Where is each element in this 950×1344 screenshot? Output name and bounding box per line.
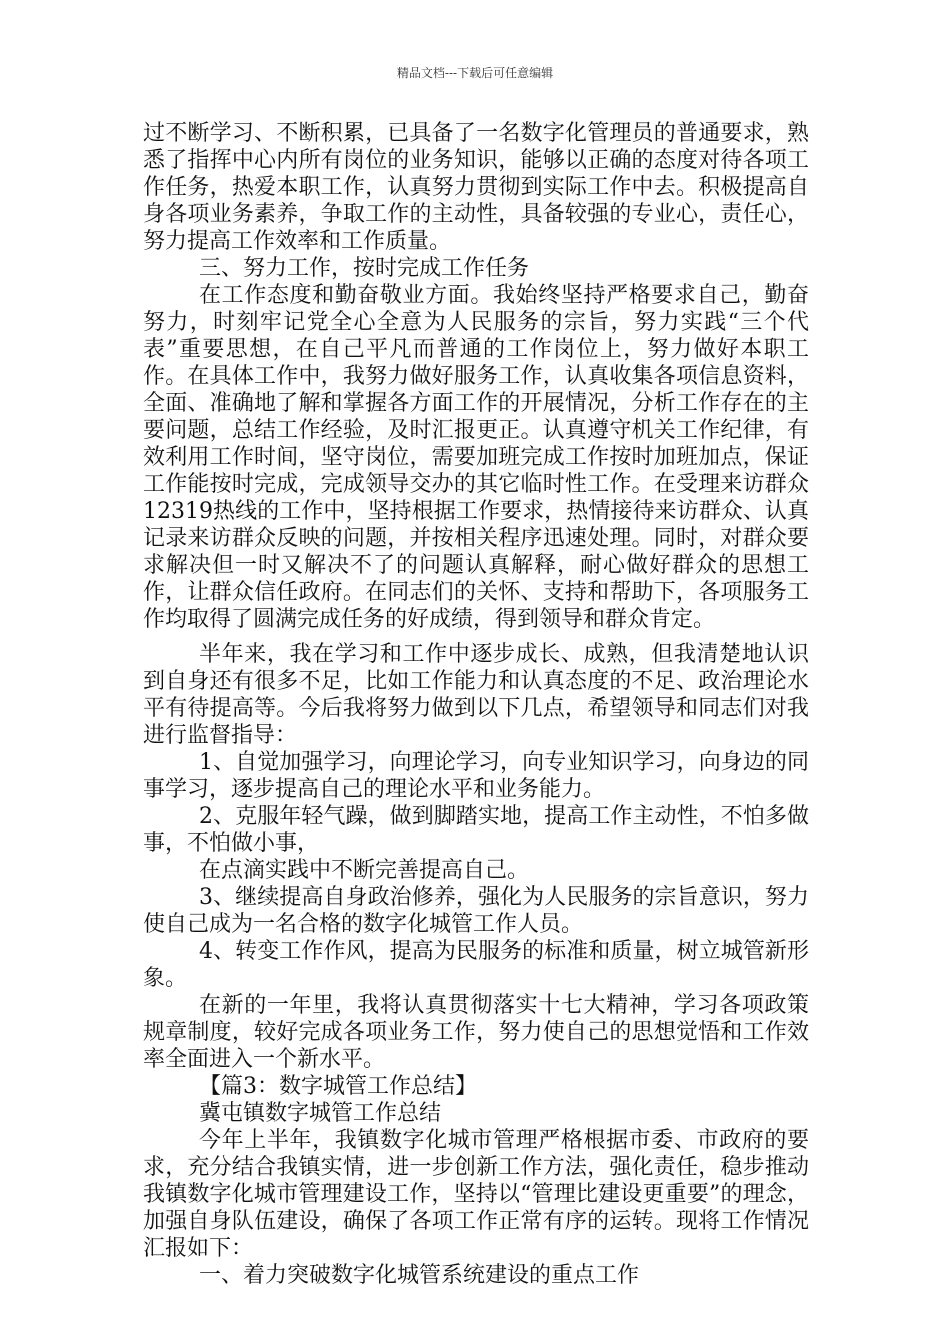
list-item: 1、自觉加强学习，向理论学习，向专业知识学习，向身边的同事学习，逐步提高自己的理论水平和业务能力。 bbox=[143, 750, 809, 802]
paragraph: 在工作态度和勤奋敬业方面。我始终坚持严格要求自己，勤奋努力，时刻牢记党全心全意为人民服务的宗旨，努力实践“三个代表”重要思想，在自己平凡而普通的工作岗位上，努力做好本职工作。在具体工作中，我努力做好服务工作，认真收集各项信息资料，全面、准确地了解和掌握各方面工作的开展情况，分析工作存在的主要问题，总结工作经验，及时汇报更正。认真遵守机关工作纪律，有效利用工作时间，坚守岗位，需要加班完成工作按时加班加点，保证工作能按时完成，完成领导交办的其它临时性工作。在受理来访群众12319热线的工作中，坚持根据工作要求，热情接待来访群众、认真记录来访群众反映的问题，并按相关程序迅速处理。同时，对群众要求解决但一时又解决不了的问题认真解释，耐心做好群众的思想工作，让群众信任政府。在同志们的关怀、支持和帮助下，各项服务工作均取得了圆满完成任务的好成绩，得到领导和群众肯定。 bbox=[143, 283, 809, 632]
paragraph: 在新的一年里，我将认真贯彻落实十七大精神，学习各项政策规章制度，较好完成各项业务工作，努力使自己的思想觉悟和工作效率全面进入一个新水平。 bbox=[143, 993, 809, 1072]
paragraph: 今年上半年，我镇数字化城市管理严格根据市委、市政府的要求，充分结合我镇实情，进一步创新工作方法，强化责任，稳步推动我镇数字化城市管理建设工作，坚持以“管理比建设更重要”的理念，加强自身队伍建设，确保了各项工作正常有序的运转。现将工作情况汇报如下： bbox=[143, 1128, 809, 1261]
paragraph: 半年来，我在学习和工作中逐步成长、成熟，但我清楚地认识到自身还有很多不足，比如工作能力和认真态度的不足、政治理论水平有待提高等。今后我将努力做到以下几点，希望领导和同志们对我进行监督指导： bbox=[143, 642, 809, 748]
list-item: 2、克服年轻气躁，做到脚踏实地，提高工作主动性，不怕多做事，不怕做小事， bbox=[143, 804, 809, 856]
section-heading: 三、努力工作，按时完成工作任务 bbox=[199, 256, 530, 281]
section-heading: 一、着力突破数字化城管系统建设的重点工作 bbox=[199, 1263, 640, 1288]
document-body bbox=[143, 120, 809, 1289]
page-header: 精品文档---下载后可任意编辑 bbox=[396, 66, 554, 80]
chapter-title: 【篇3：数字城管工作总结】 bbox=[199, 1074, 477, 1099]
list-item: 4、转变工作作风，提高为民服务的标准和质量，树立城管新形象。 bbox=[143, 939, 809, 991]
paragraph: 过不断学习、不断积累，已具备了一名数字化管理员的普通要求，熟悉了指挥中心内所有岗位的业务知识，能够以正确的态度对待各项工作任务，热爱本职工作，认真努力贯彻到实际工作中去。积极提高自身各项业务素养，争取工作的主动性，具备较强的专业心，责任心，努力提高工作效率和工作质量。 bbox=[143, 121, 809, 254]
document-title: 冀屯镇数字城管工作总结 bbox=[199, 1101, 442, 1126]
list-item: 3、继续提高自身政治修养，强化为人民服务的宗旨意识，努力使自己成为一名合格的数字化城管工作人员。 bbox=[143, 885, 809, 937]
paragraph: 在点滴实践中不断完善提高自己。 bbox=[199, 858, 530, 883]
